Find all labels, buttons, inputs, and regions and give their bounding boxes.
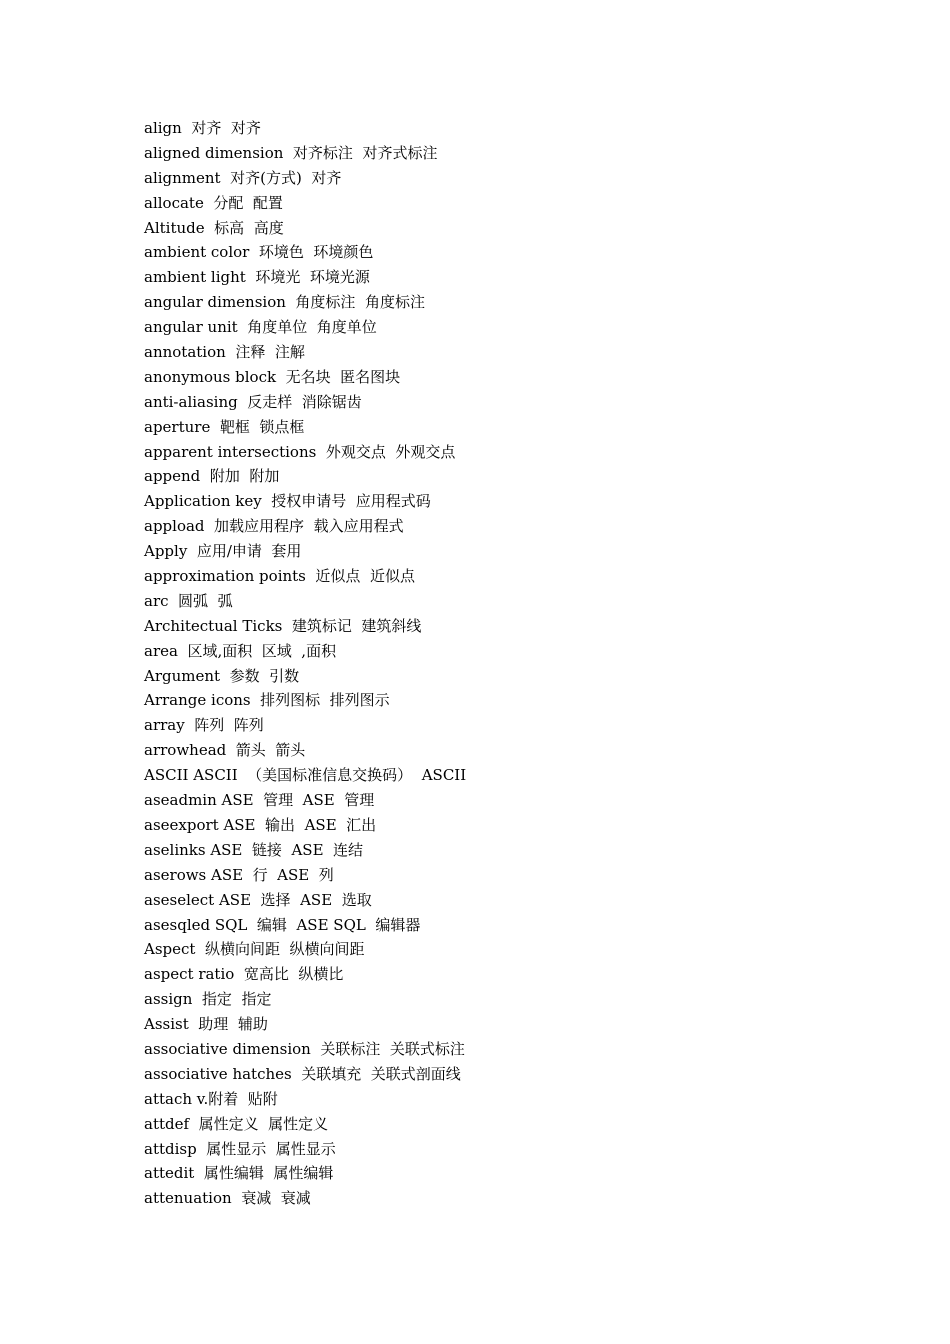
glossary-entry: align 对齐 对齐 (144, 119, 261, 137)
glossary-entry: Assist 助理 辅助 (144, 1015, 268, 1034)
glossary-entry: aspect ratio 宽高比 纵横比 (144, 965, 344, 984)
glossary-entry: appload 加载应用程序 载入应用程式 (144, 517, 404, 536)
glossary-entry: attedit 属性编辑 属性编辑 (144, 1164, 334, 1183)
glossary-entry: aselinks ASE 链接 ASE 连结 (144, 840, 364, 859)
glossary-entry: attdef 属性定义 属性定义 (144, 1114, 329, 1133)
glossary-entry: assign 指定 指定 (144, 990, 272, 1009)
glossary-entry: Altitude 标高 高度 (144, 218, 284, 237)
glossary-entry: attenuation 衰减 衰减 (144, 1189, 311, 1208)
glossary-entry: ambient light 环境光 环境光源 (144, 268, 370, 287)
glossary-entry: area 区域,面积 区域 ,面积 (144, 641, 337, 660)
glossary-entry: ASCII ASCII （美国标准信息交换码） ASCII (144, 766, 467, 785)
glossary-entry: asesqled SQL 编辑 ASE SQL 编辑器 (144, 915, 421, 934)
glossary-entry: anonymous block 无名块 匿名图块 (144, 367, 401, 386)
glossary-entry: associative dimension 关联标注 关联式标注 (144, 1039, 465, 1058)
glossary-entry: ambient color 环境色 环境颜色 (144, 243, 374, 262)
glossary-entry: arrowhead 箭头 箭头 (144, 741, 306, 760)
glossary-entry: Aspect 纵横向间距 纵横向间距 (144, 940, 365, 959)
glossary-entry: arc 圆弧 弧 (144, 591, 233, 610)
glossary-entry: annotation 注释 注解 (144, 343, 305, 362)
glossary-entry: aseselect ASE 选择 ASE 选取 (144, 890, 372, 909)
glossary-entry: array 阵列 阵列 (144, 716, 264, 735)
glossary-entry: angular unit 角度单位 角度单位 (144, 318, 377, 337)
glossary-entry: attach v.附着 贴附 (144, 1089, 278, 1108)
glossary-entry: alignment 对齐(方式) 对齐 (144, 168, 342, 187)
glossary-entry: Apply 应用/申请 套用 (144, 542, 302, 561)
glossary-entry: aperture 靶框 锁点框 (144, 417, 305, 436)
glossary-entry: Architectual Ticks 建筑标记 建筑斜线 (144, 616, 422, 635)
glossary-entry: Application key 授权申请号 应用程式码 (144, 492, 431, 511)
glossary-entry: aseexport ASE 输出 ASE 汇出 (144, 815, 377, 834)
glossary-entry: append 附加 附加 (144, 467, 280, 486)
glossary-entry: approximation points 近似点 近似点 (144, 567, 415, 586)
glossary-entry: apparent intersections 外观交点 外观交点 (144, 442, 456, 461)
glossary-entry: associative hatches 关联填充 关联式剖面线 (144, 1064, 461, 1083)
glossary-entry: aseadmin ASE 管理 ASE 管理 (144, 791, 375, 810)
glossary-entry: aserows ASE 行 ASE 列 (144, 865, 334, 884)
glossary-entry: angular dimension 角度标注 角度标注 (144, 293, 425, 312)
glossary-entry: allocate 分配 配置 (144, 193, 283, 212)
glossary-entry: anti-aliasing 反走样 消除锯齿 (144, 392, 362, 411)
glossary-entry: attdisp 属性显示 属性显示 (144, 1139, 336, 1158)
glossary-list (144, 116, 466, 1211)
glossary-entry: Arrange icons 排列图标 排列图示 (144, 691, 390, 710)
glossary-entry: aligned dimension 对齐标注 对齐式标注 (144, 143, 438, 162)
glossary-entry: Argument 参数 引数 (144, 666, 300, 685)
